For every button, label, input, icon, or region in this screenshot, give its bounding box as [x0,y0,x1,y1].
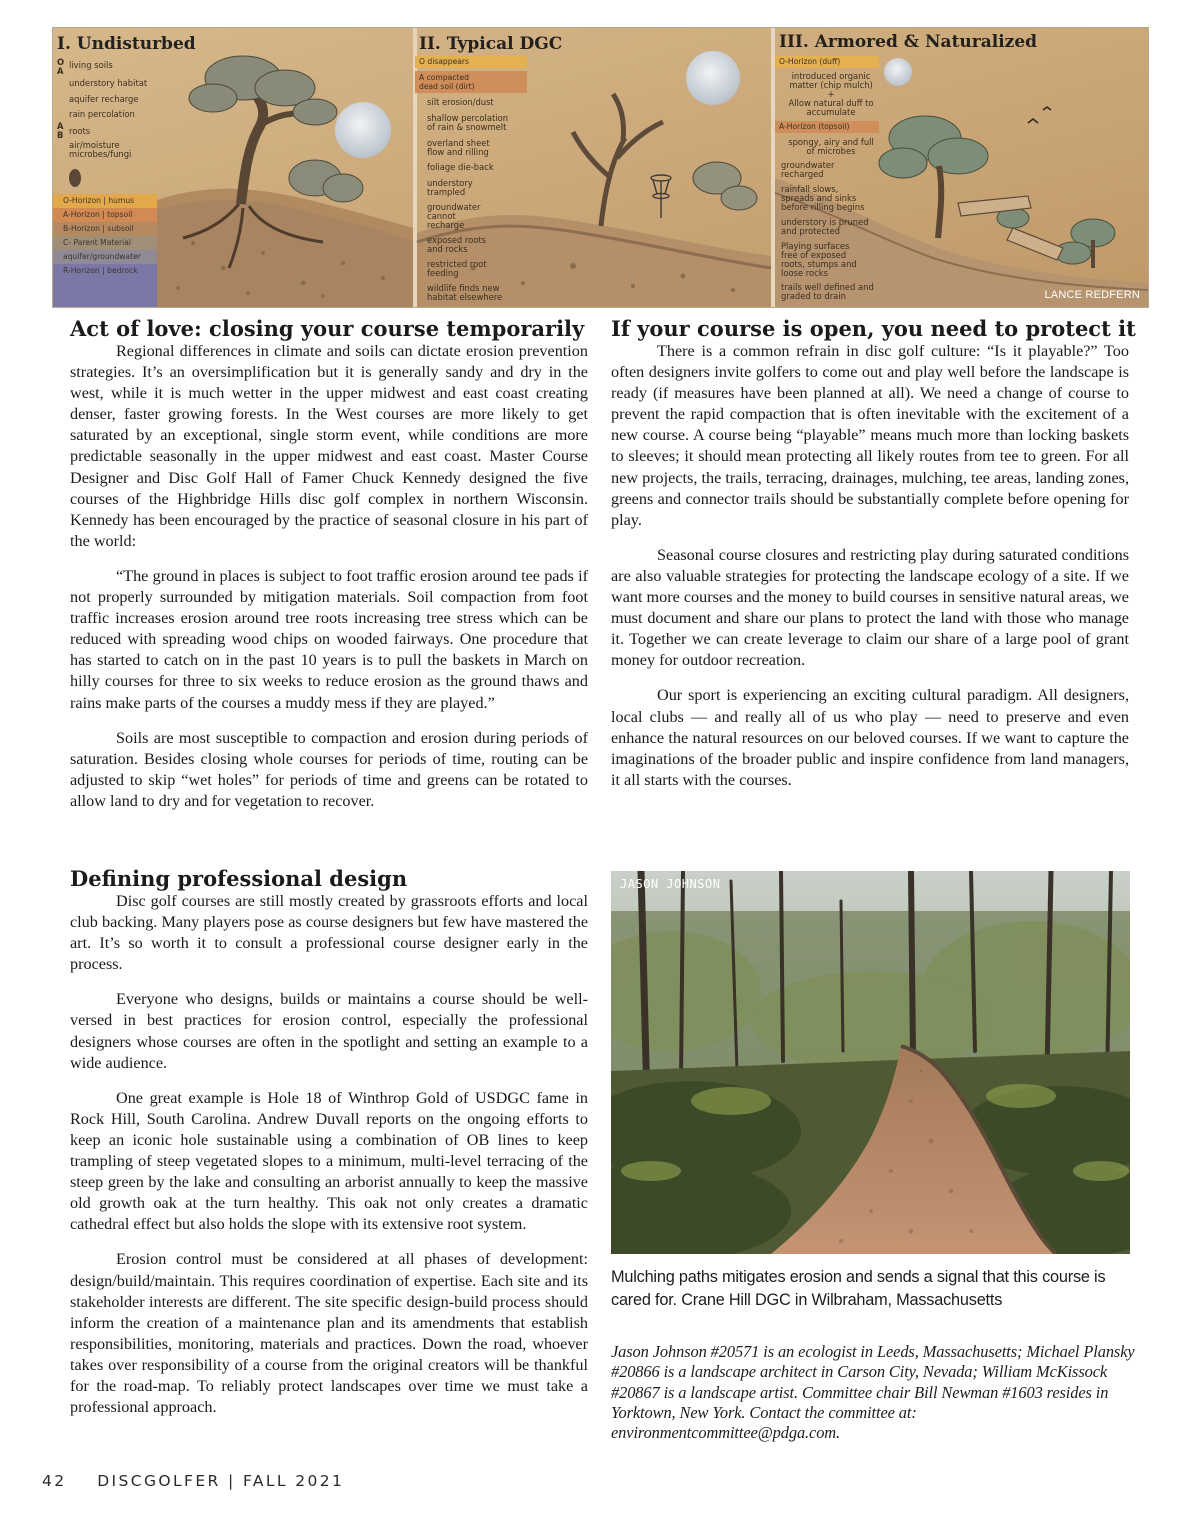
horizon-c: C- Parent Material [53,236,157,250]
paragraph-cultural-paradigm: Our sport is experiencing an exciting cultural paradigm. All designers, local clubs — and really all of us who play — need to preserve and even enhance the natural resources on our beloved courses. If we want to capture the imaginations of the broader public and inspire confidence from land managers, it all starts with the courses. [611,686,1129,789]
horizon-marker-a-top: A [57,66,64,76]
note-rainfall-slows: rainfall slows, spreads and sinks before rilling begins [781,184,865,212]
illustration-credit: LANCE REDFERN [1044,289,1140,301]
note-groundwater-cannot-recharge: groundwater cannot recharge [427,202,481,230]
note-a-horizon-topsoil: A-Horizon (topsoil) [775,121,879,133]
right-column [611,316,1136,805]
note-understory-pruned: understory is pruned and protected [781,217,869,236]
paragraph-best-practices: Everyone who designs, builds or maintains a course should be well-versed in best practices for erosion control, especially the professional designers whose courses are often in the spotlight and setting an example to a wide audience. [70,990,588,1072]
note-understory-trampled: understory trampled [427,178,473,197]
page-number: 42 [42,1472,67,1490]
horizon-b: B-Horizon | subsoil [53,222,157,236]
note-air-moisture: air/moisture microbes/fungi [69,140,132,159]
note-trails-well-defined: trails well defined and graded to drain [781,282,874,301]
left-column-lower [70,866,588,1432]
photo-credit: JASON JOHNSON [620,877,721,891]
note-rain-percolation: rain percolation [69,109,135,119]
note-o-horizon-duff: O-Horizon (duff) [775,56,879,68]
note-wildlife: wildlife finds new habitat elsewhere [427,283,503,302]
paragraph-is-it-playable: There is a common refrain in disc golf culture: “Is it playable?” Too often designers invite golfers to come out and play well before the landscape is ready (if measures have been planned at all). We need a change of course to prevent the rapid compaction that is often inevitable with the excitement of a new course. A course being “playable” means much more than locking baskets to sleeves; it should mean protecting all likely routes from tee to green. For all new projects, the trails, terracing, drainages, mulching, tee areas, landing zones, greens and connector trails should be substantially complete before opening for play. [611,342,1129,529]
horizon-o: O-Horizon | humus [53,194,157,208]
note-overland-sheet-flow: overland sheet flow and rilling [427,138,490,157]
heading-professional-design: Defining professional design [70,866,408,891]
page-footer [42,1472,344,1490]
note-aquifer-recharge: aquifer recharge [69,94,139,104]
author-bio: Jason Johnson #20571 is an ecologist in Leeds, Massachusetts; Michael Plansky #20866 is a landscape architect in Carson City, Nevada; William McKissock #20867 is a landscape artist. Committee chair Bill Newman #1603 resides in Yorktown, New York. Contact the committee at: environmentcommittee@pdga.com. [611,1342,1135,1443]
note-introduced-organic-matter: introduced organic matter (chip mulch) + Allow natural duff to accumulate [788,71,874,117]
paragraph-seasonal-closures: Seasonal course closures and restricting play during saturated conditions are also valuable strategies for protecting the landscape ecology of a site. If we want more courses and the money to build courses in sensitive natural areas, we must document and share our plans to protect the land with those who manage it. Together we can create leverage to claim our share of a large pool of grant money for outdoor recreation. [611,545,1129,670]
panel-title-typical-dgc: II. Typical DGC [419,34,563,54]
heading-protect-open-course: If your course is open, you need to protect it [611,316,1136,341]
note-groundwater-recharged: groundwater recharged [781,160,835,179]
note-spongy-airy: spongy, airy and full of microbes [788,137,874,156]
horizon-a: A-Horizon | topsoil [53,208,157,222]
note-living-soils: living soils [69,60,113,70]
paragraph-saturation: Soils are most susceptible to compaction and erosion during periods of saturation. Besides closing whole courses for periods of time, routing can be adjusted to skip “wet holes” for periods of time and greens can be rotated to allow land to dry and for vegetation to recover. [70,728,588,810]
illustration-drawing [53,28,1149,308]
horizon-marker-b: B [57,130,64,140]
erosion-illustration [52,27,1149,308]
horizon-marker-o: O [57,57,65,67]
horizon-aquifer: aquifer/groundwater [53,250,157,264]
note-shallow-percolation: shallow percolation of rain & snowmelt [427,113,509,132]
photo-caption: Mulching paths mitigates erosion and sends a signal that this course is cared for. Crane Hill DGC in Wilbraham, Massachusetts [611,1268,1106,1309]
note-o-disappears: O disappears [415,56,527,68]
note-playing-surfaces: Playing surfaces free of exposed roots, stumps and loose rocks [781,241,857,278]
note-restricted-root-feeding: restricted root feeding [427,259,487,278]
horizon-marker-a-roots: A [57,121,64,131]
publication-name: DISCGOLFER | FALL 2021 [97,1472,345,1490]
note-understory-habitat: understory habitat [69,78,148,88]
panel-title-armored-naturalized: III. Armored & Naturalized [779,32,1038,52]
paragraph-all-phases: Erosion control must be considered at all phases of development: design/build/maintain. This requires coordination of expertise. Each site and its stakeholder interests are different. The site specific design-build process should inform the creation of a maintenance plan and its amendments that establish responsibilities, monitoring, materials and practices. Down the road, whoever takes over responsibility of a course from the original creators will be thankful for the road-map. To reliably protect landscapes over time we must take a professional approach. [70,1250,588,1417]
paragraph-grassroots: Disc golf courses are still mostly created by grassroots efforts and local club backing. Many players pose as course designers but few have mastered the art. It’s so worth it to consult a professional course designer early in the process. [70,892,588,974]
heading-closing-course: Act of love: closing your course temporarily [70,316,585,341]
note-roots: roots [69,126,91,136]
note-foliage-die-back: foliage die-back [427,162,494,172]
note-exposed-roots: exposed roots and rocks [427,235,487,254]
note-a-compacted: A compacted dead soil (dirt) [415,71,527,93]
panel-title-undisturbed: I. Undisturbed [57,34,196,54]
left-column [70,316,588,826]
mulch-path-photo [611,871,1130,1254]
paragraph-winthrop-gold: One great example is Hole 18 of Winthrop Gold of USDGC fame in Rock Hill, South Carolina. Andrew Duvall reports on the ongoing efforts to keep an iconic hole sustainable using a combination of OB lines to keep trampling of steep vegetated slopes to a minimum, multi-level terracing of the steep green by the lake and consulting an arborist annually to keep the massive old growth oak at the turn healthy. This oak not only creates a dramatic cathedral effect but also holds the slope with its extensive root system. [70,1088,588,1234]
horizon-r: R-Horizon | bedrock [53,264,157,308]
photo-drawing [611,871,1130,1254]
note-silt-erosion: silt erosion/dust [427,97,494,107]
paragraph-regional-differences: Regional differences in climate and soils can dictate erosion prevention strategies. It’s an oversimplification but it is generally sandy and dry in the west, while it is much wetter in the upper midwest and east coast creating denser, faster growing forests. In the West courses are more likely to get saturated by an exceptional, single storm event, while conditions are more predictable seasonally in the upper midwest and east coast. Master Course Designer and Disc Golf Hall of Famer Chuck Kennedy designed the five courses of the Highbridge Hills disc golf complex in northern Wisconsin. Kennedy has been encouraged by the practice of seasonal closure in his part of the world: [70,342,588,550]
paragraph-kennedy-quote: “The ground in places is subject to foot traffic erosion around tee pads if not properly surrounded by mitigation materials. Soil compaction from foot traffic increases erosion around tree roots increasing tree stress which can be reduced with spreading wood chips on wooded fairways. One procedure that has started to catch on in the past 10 years is to pull the baskets in March on hilly courses for three to six weeks to reduce erosion as the ground thaws and rains make parts of the courses a muddy mess if they are played.” [70,566,588,712]
